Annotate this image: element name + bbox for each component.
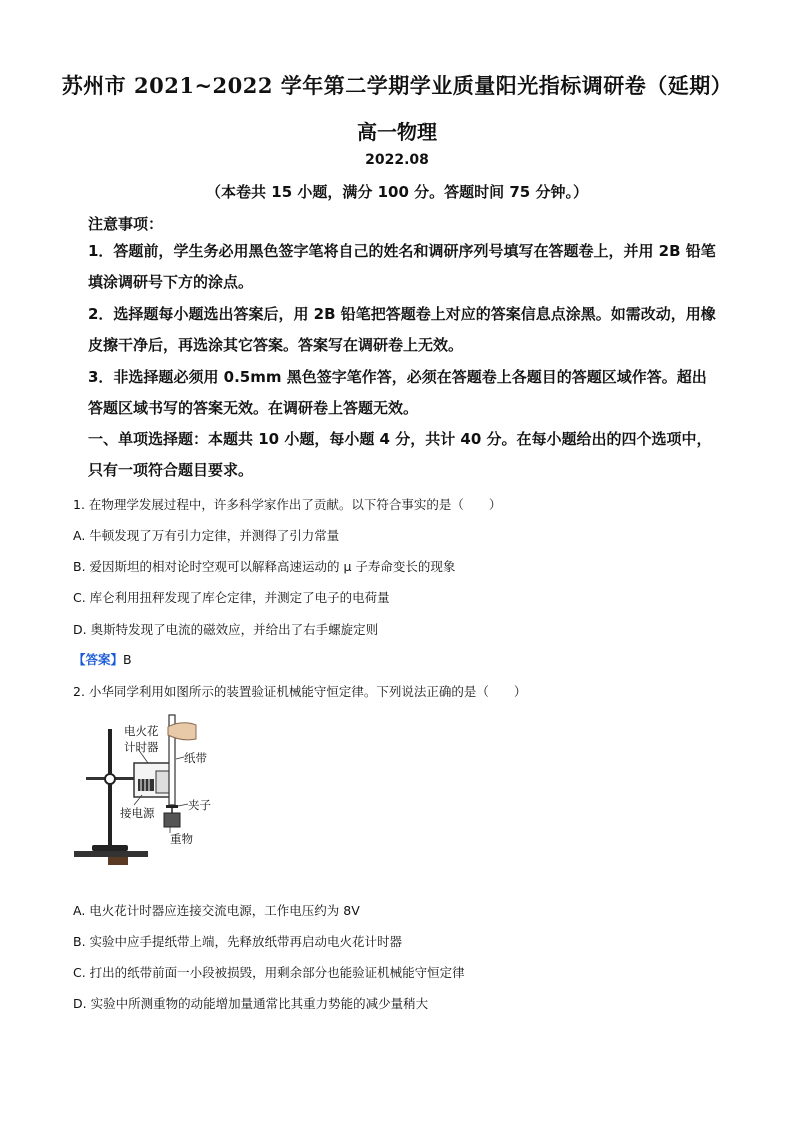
clamp-knob xyxy=(105,774,115,784)
stand-pole xyxy=(108,729,112,849)
question-1-answer xyxy=(73,650,132,668)
question-1-option-d: D. 奥斯特发现了电流的磁效应，并给出了右手螺旋定则 xyxy=(73,622,379,637)
label-weight: 重物 xyxy=(170,832,193,846)
question-1-option-a: A. 牛顿发现了万有引力定律，并测得了引力常量 xyxy=(73,528,340,543)
label-spark-timer-1: 电火花 xyxy=(124,724,159,738)
label-spark-timer-2: 计时器 xyxy=(124,740,159,754)
question-2-option-a: A. 电火花计时器应连接交流电源，工作电压约为 8V xyxy=(73,903,360,918)
stand-base-clamp xyxy=(92,845,128,851)
exam-scope: （本卷共 15 小题，满分 100 分。答题时间 75 分钟。） xyxy=(206,183,588,201)
table-top xyxy=(74,851,148,857)
question-2-option-c: C. 打出的纸带前面一小段被损毁，用剩余部分也能验证机械能守恒定律 xyxy=(73,965,465,980)
question-2-stem: 2. 小华同学利用如图所示的装置验证机械能守恒定律。下列说法正确的是（ ） xyxy=(73,684,527,699)
table-leg xyxy=(108,857,128,865)
question-2-option-d: D. 实验中所测重物的动能增加量通常比其重力势能的减少量稍大 xyxy=(73,996,429,1011)
notes-heading: 注意事项： xyxy=(88,215,164,233)
question-1-option-b: B. 爱因斯坦的相对论时空观可以解释高速运动的 μ 子寿命变长的现象 xyxy=(73,559,456,574)
hand-icon xyxy=(168,723,196,740)
note-item-1: 1．答题前，学生务必用黑色签字笔将自己的姓名和调研序列号填写在答题卷上，并用 2B 铅笔填涂调研号下方的涂点。 xyxy=(88,242,716,291)
question-2-option-b: B. 实验中应手提纸带上端，先释放纸带再启动电火花计时器 xyxy=(73,934,403,949)
answer-value: B xyxy=(123,652,132,667)
question-1-stem: 1. 在物理学发展过程中，许多科学家作出了贡献。以下符合事实的是（ ） xyxy=(73,497,502,512)
apparatus-figure xyxy=(70,705,230,865)
weight-block xyxy=(164,813,180,827)
tape-clip xyxy=(166,805,178,808)
timer-plate xyxy=(156,771,170,793)
answer-tag: 【答案】 xyxy=(73,652,124,667)
label-clip: 夹子 xyxy=(188,798,211,812)
note-item-3: 3．非选择题必须用 0.5mm 黑色签字笔作答，必须在答题卷上各题目的答题区域作答。超出答题区域书写的答案无效。在调研卷上答题无效。 xyxy=(88,368,707,417)
label-power: 接电源 xyxy=(120,806,155,820)
section-heading: 一、单项选择题：本题共 10 小题，每小题 4 分，共计 40 分。在每小题给出的四个选项中，只有一项符合题目要求。 xyxy=(88,430,712,479)
exam-title: 苏州市 2021~2022 学年第二学期学业质量阳光指标调研卷（延期） xyxy=(61,73,733,98)
exam-date: 2022.08 xyxy=(365,152,429,168)
note-item-2: 2．选择题每小题选出答案后，用 2B 铅笔把答题卷上对应的答案信息点涂黑。如需改动，用橡皮擦干净后，再选涂其它答案。答案写在调研卷上无效。 xyxy=(88,305,716,354)
exam-subject: 高一物理 xyxy=(357,120,437,144)
question-1-option-c: C. 库仑利用扭秤发现了库仑定律，并测定了电子的电荷量 xyxy=(73,590,390,605)
label-paper-tape: 纸带 xyxy=(184,751,207,765)
timer-terminals xyxy=(138,779,154,791)
